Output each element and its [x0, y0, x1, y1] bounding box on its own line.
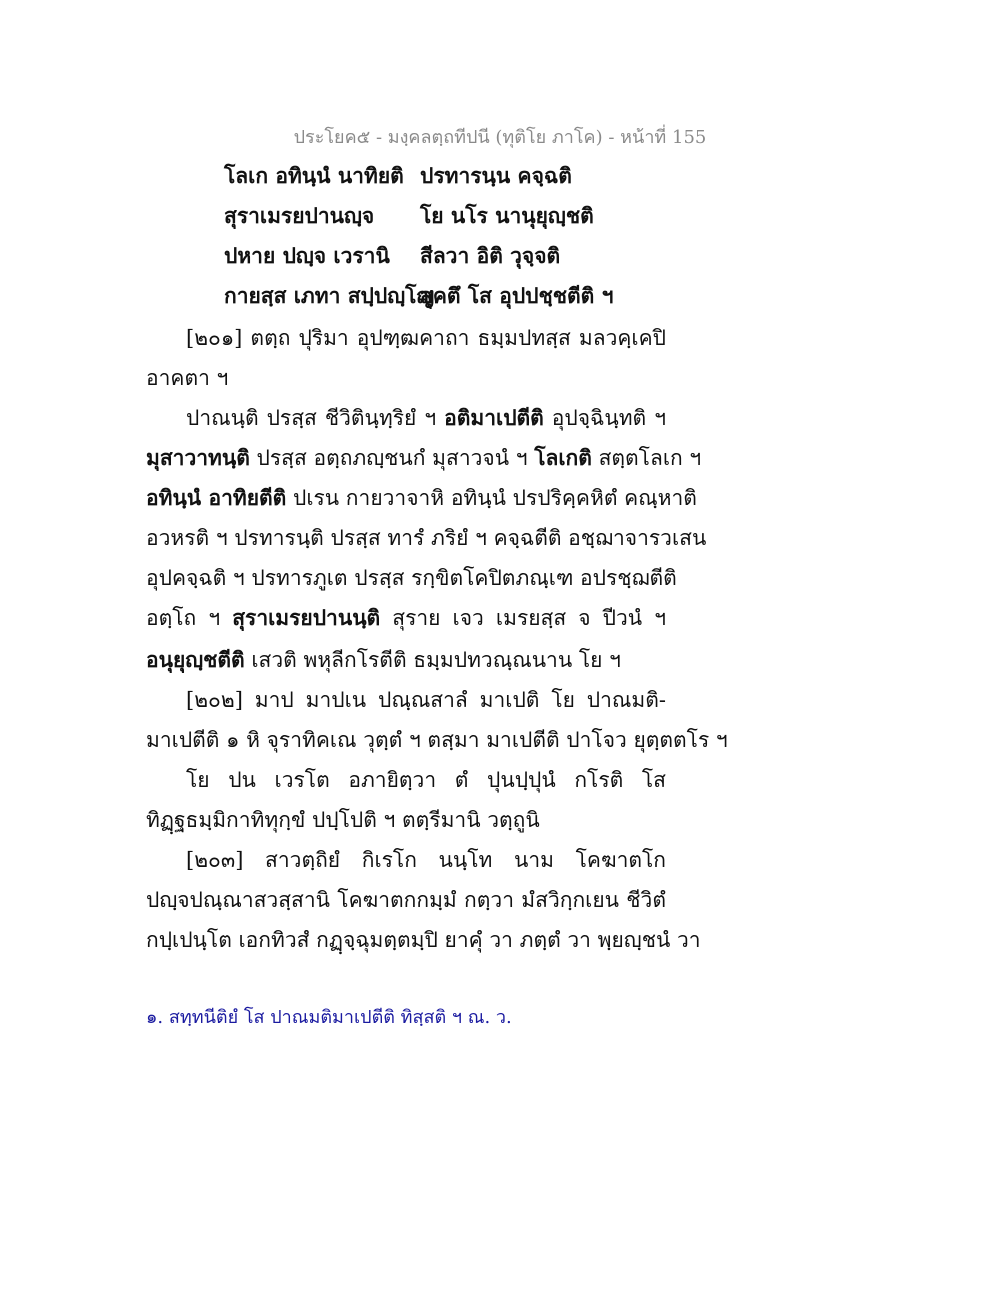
text-segment: สุราย เจว เมรยสฺส จ ปีวนํ ฯ: [380, 606, 666, 630]
verse-line: [224, 240, 560, 273]
text-segment: เสวติ พหุลีกโรตีติ ธมฺมปทวณฺณนาน โย ฯ: [244, 648, 621, 672]
verse-half-b: ปรทารนฺน คจฺฉติ: [420, 163, 572, 188]
text-segment: [๒๐๑] ตตฺถ ปุริมา อุปฑฺฒคาถา ธมฺมปทสฺส มลวคฺเคปิ: [186, 326, 666, 350]
text-segment: มาเปตีติ ๑ หิ จุราทิคเณ วุตฺตํ ฯ ตสฺมา มาเปตีติ ปาโจว ยุตฺตตโร ฯ: [146, 728, 728, 752]
verse-half-b: สีลวา อิติ วุจฺจติ: [420, 243, 561, 268]
text-segment: กปฺเปนฺโต เอกทิวสํ กฏฺจฺฉุมตฺตมฺปิ ยาคุํ วา ภตฺตํ วา พฺยญฺชนํ วา: [146, 928, 701, 952]
verse-half-a: โลเก อทินฺนํ นาทิยติ: [224, 163, 404, 188]
text-segment: โย ปน เวรโต อภายิตฺวา ตํ ปุนปฺปุนํ กโรติ โส: [186, 768, 666, 792]
text-segment: [๒๐๒] มาป มาปเน ปณฺณสาลํ มาเปติ โย ปาณมติ-: [186, 688, 666, 712]
text-segment: อตฺโถ ฯ: [146, 606, 233, 630]
verse-line: [224, 280, 613, 313]
text-segment: ทิฏฺฐธมฺมิกาทิทุกฺขํ ปปฺโปติ ฯ ตตฺรีมานิ วตฺถูนิ: [146, 808, 540, 832]
text-line: [146, 442, 702, 475]
verse-half-a: ปหาย ปญฺจ เวรานิ: [224, 243, 390, 268]
text-line: [146, 644, 666, 677]
verse-half-b: โย นโร นานุยุญฺชติ: [420, 203, 594, 228]
text-segment: ปเรน กายวาจาหิ อทินฺนํ ปรปริคฺคหิตํ คณฺหาติ: [286, 486, 697, 510]
bold-term: มุสาวาทนฺติ: [146, 445, 250, 470]
text-line: [146, 724, 728, 757]
text-line: [146, 522, 707, 555]
text-segment: อาคตา ฯ: [146, 366, 229, 390]
text-line: [146, 804, 666, 837]
text-line: [186, 322, 666, 355]
text-segment: อวหรติ ฯ ปรทารนฺติ ปรสฺส ทารํ ภริยํ ฯ คจฺฉตีติ อชฺฌาจารวเสน: [146, 526, 707, 550]
text-line: [146, 362, 666, 395]
verse-half-a: สุราเมรยปานญฺจ: [224, 203, 375, 228]
bold-term: อทินฺนํ อาทิยตีติ: [146, 485, 287, 510]
text-segment: [๒๐๓] สาวตฺถิยํ กิเรโก นนฺโท นาม โคฆาตโก: [186, 848, 666, 872]
text-line: [146, 884, 666, 917]
text-line: [146, 602, 666, 635]
bold-term: สุราเมรยปานนฺติ: [232, 605, 381, 630]
bold-term: อติมาเปตีติ: [444, 405, 544, 430]
text-line: [186, 764, 666, 797]
text-segment: อุปคจฺฉติ ฯ ปรทารภูเต ปรสฺส รกฺขิตโคปิตภณฺเฑ อปรชฺฌตีติ: [146, 566, 677, 590]
text-segment: สตฺตโลเก ฯ: [591, 446, 702, 470]
verse-half-b: สุคตึ โส อุปปชฺชตีติ ฯ: [420, 283, 614, 308]
page-header: ประโยค๕ - มงฺคลตฺถทีปนี (ทุติโย ภาโค) - หน้าที่ 155: [293, 127, 707, 148]
footnote: ๑. สทฺทนีติยํ โส ปาณมติมาเปตีติ ทิสฺสติ ฯ ณ. ว.: [146, 1007, 512, 1028]
text-line: [186, 402, 666, 435]
text-line: [146, 482, 697, 515]
text-segment: ปรสฺส อตฺถภญฺชนกํ มุสาวจนํ ฯ: [249, 446, 535, 470]
bold-term: อนุยุญฺชตีติ: [146, 647, 245, 672]
verse-line: [224, 200, 594, 233]
text-line: [146, 562, 677, 595]
text-line: [186, 684, 666, 717]
text-segment: ปญฺจปณฺณาสวสฺสานิ โคฆาตกกมฺมํ กตฺวา มํสวิกฺกเยน ชีวิตํ: [146, 888, 666, 912]
text-segment: ปาณนฺติ ปรสฺส ชีวิตินฺทฺริยํ ฯ: [186, 406, 445, 430]
verse-line: [224, 160, 572, 193]
text-segment: อุปจฺฉินฺทติ ฯ: [543, 406, 666, 430]
text-line: [146, 924, 701, 957]
text-line: [186, 844, 666, 877]
bold-term: โลเกติ: [534, 445, 592, 470]
verse-half-a: กายสฺส เภทา สปฺปญฺโญ: [224, 283, 435, 308]
